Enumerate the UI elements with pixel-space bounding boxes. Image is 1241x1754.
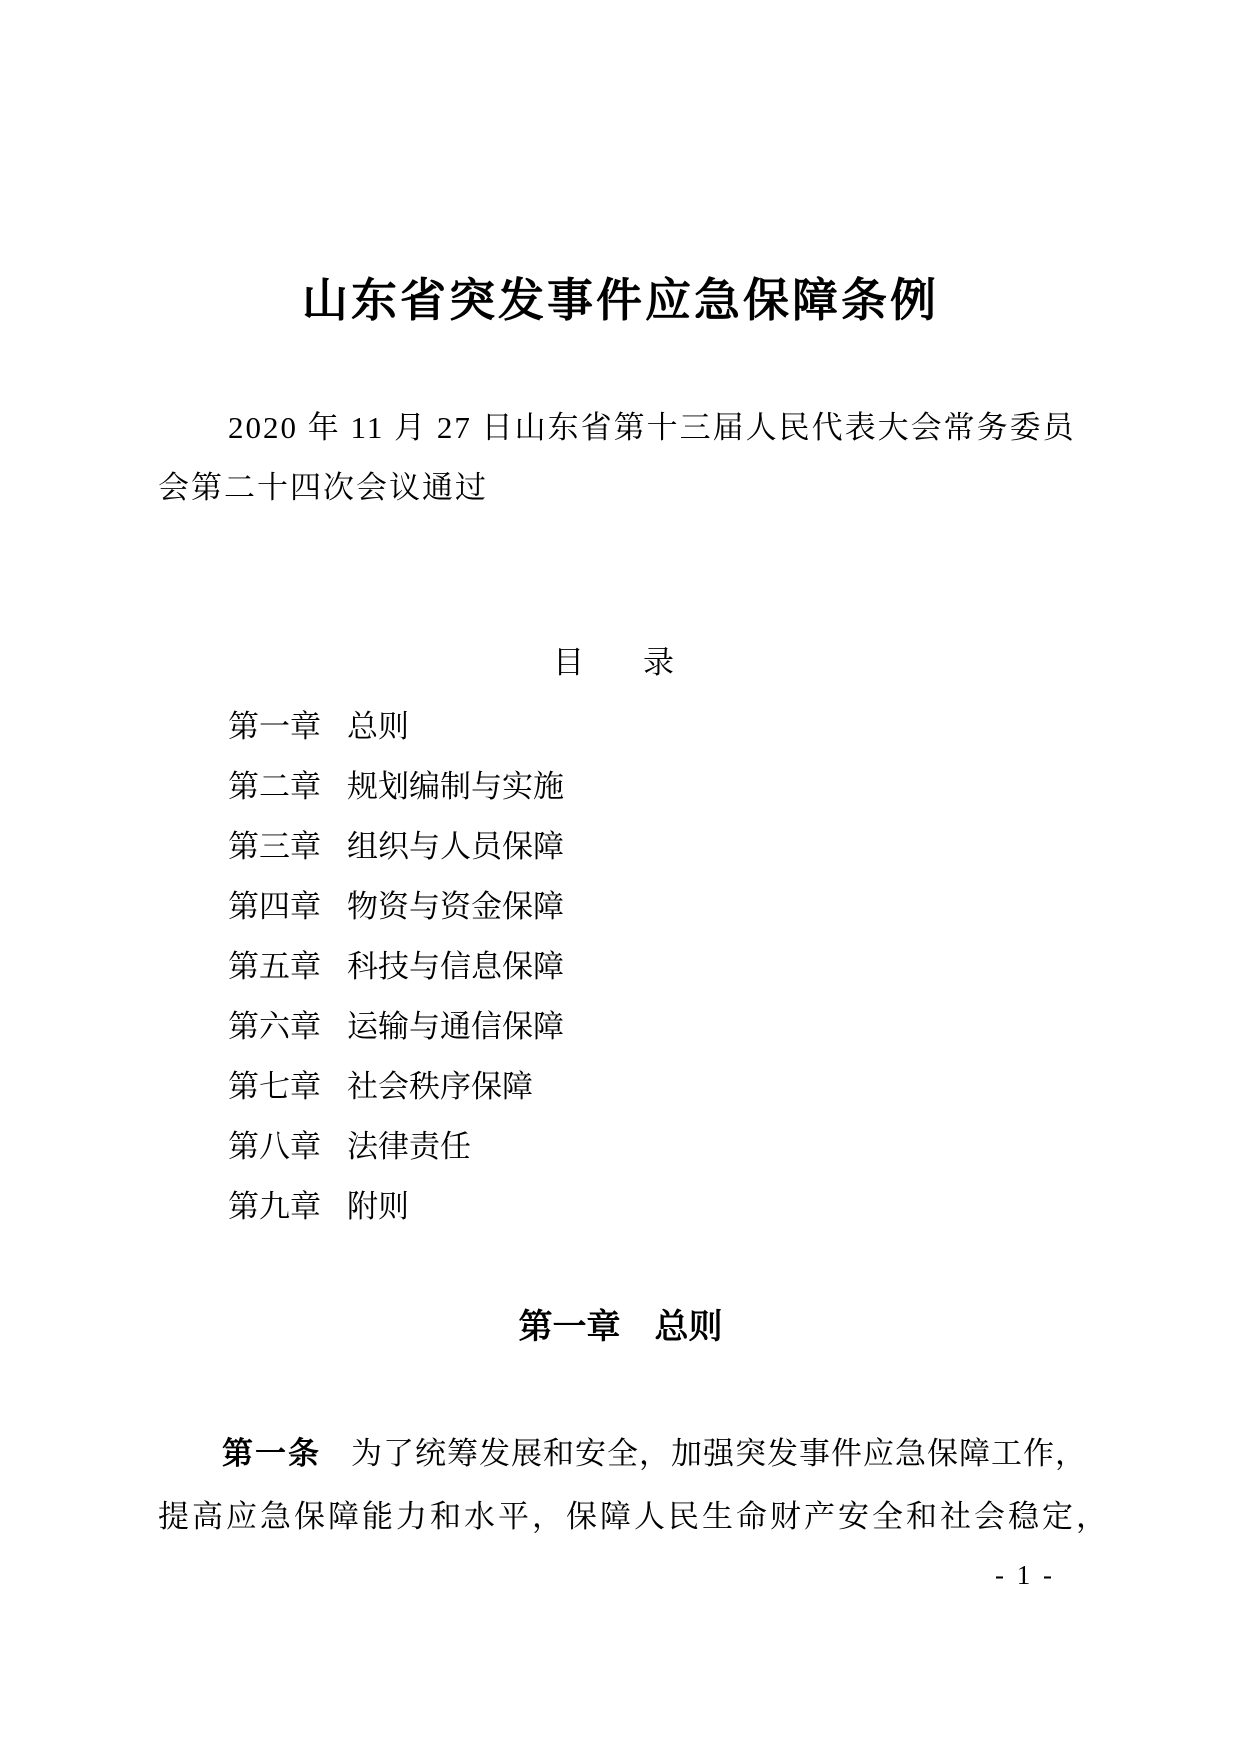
toc-chapter-title: 组织与人员保障: [347, 829, 564, 864]
toc-chapter-title: 法律责任: [347, 1129, 471, 1164]
toc-item: [228, 817, 564, 877]
toc-item: [228, 1177, 564, 1237]
toc-item: [228, 757, 564, 817]
toc-chapter-number: 第三章: [228, 829, 321, 864]
article-one-text-line2: 提高应急保障能力和水平，保障人民生命财产安全和社会稳定，: [158, 1499, 1110, 1534]
toc-chapter-number: 第一章: [228, 709, 321, 744]
toc-item: [228, 877, 564, 937]
article-one-line1: [158, 1422, 1093, 1485]
adoption-note: [158, 398, 1090, 518]
toc-chapter-title: 科技与信息保障: [347, 949, 564, 984]
toc-item: [228, 937, 564, 997]
article-one-number: 第一条: [222, 1436, 321, 1471]
adoption-note-line2: 会第二十四次会议通过: [158, 470, 488, 505]
toc-chapter-title: 总则: [347, 709, 409, 744]
document-title: 山东省突发事件应急保障条例: [302, 274, 939, 326]
toc-item: [228, 997, 564, 1057]
toc-chapter-title: 物资与资金保障: [347, 889, 564, 924]
toc-item: [228, 1057, 564, 1117]
article-one-text-line1: 为了统筹发展和安全，加强突发事件应急保障工作，: [351, 1436, 1087, 1471]
page-number: - 1 -: [995, 1560, 1055, 1590]
chapter-one-heading: 第一章 总则: [518, 1308, 723, 1346]
toc-heading: 目 录: [553, 645, 688, 680]
toc-chapter-number: 第六章: [228, 1009, 321, 1044]
toc-chapter-number: 第二章: [228, 769, 321, 804]
toc-chapter-number: 第四章: [228, 889, 321, 924]
toc-chapter-title: 规划编制与实施: [347, 769, 564, 804]
toc-chapter-number: 第五章: [228, 949, 321, 984]
toc-chapter-title: 附则: [347, 1189, 409, 1224]
toc-item: [228, 1117, 564, 1177]
article-one-paragraph: [158, 1422, 1110, 1548]
toc-chapter-number: 第七章: [228, 1069, 321, 1104]
toc-chapter-number: 第八章: [228, 1129, 321, 1164]
adoption-note-line1: 2020 年 11 月 27 日山东省第十三届人民代表大会常务委员: [228, 410, 1076, 445]
toc-chapter-title: 社会秩序保障: [347, 1069, 533, 1104]
toc-list: [228, 697, 564, 1237]
toc-chapter-number: 第九章: [228, 1189, 321, 1224]
toc-chapter-title: 运输与通信保障: [347, 1009, 564, 1044]
toc-item: [228, 697, 564, 757]
